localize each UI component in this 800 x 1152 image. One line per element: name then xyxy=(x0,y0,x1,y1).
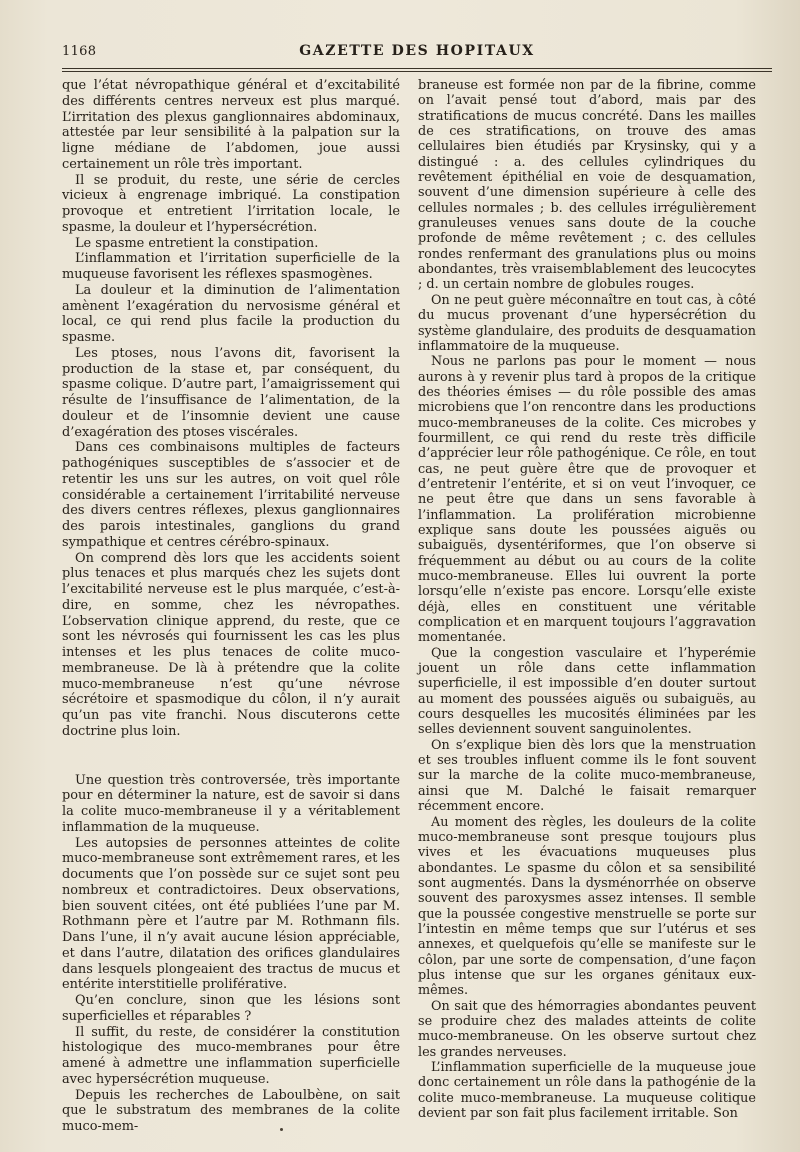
header-rule-thick xyxy=(62,68,772,69)
header-rule-thin xyxy=(62,71,772,72)
paragraph: Que la congestion vasculaire et l’hyperémie jouent un rôle dans cette inflammation superficielle, il est impossible d’en douter surtout au moment des poussées aiguës ou subaiguës, au cours desquelles les mucosités éliminées par les selles deviennent souvent sanguinolentes. xyxy=(418,645,756,738)
left-column xyxy=(62,78,400,1135)
paragraph: Qu’en conclure, sinon que les lésions sont superficielles et réparables ? xyxy=(62,993,400,1024)
paragraph: Dans ces combinaisons multiples de facteurs pathogéniques susceptibles de s’associer et de retentir les uns sur les autres, on voit quel rôle considérable a certainement l’irritabilité nerveuse des divers centres réflexes, plexus ganglionnaires des parois intestinales, ganglions du grand sympathique et centres cérébro-spinaux. xyxy=(62,440,400,550)
paragraph: Au moment des règles, les douleurs de la colite muco-membraneuse sont presque toujours plus vives et les évacuations muqueuses plus abondantes. Le spasme du côlon et sa sensibilité sont augmentés. Dans la dysménorrhée on observe souvent des paroxysmes assez intenses. Il semble que la poussée congestive menstruelle se porte sur l’intestin en même temps que sur l’utérus et ses annexes, et quelquefois qu’elle se manifeste sur le côlon, par une sorte de compensation, d’une façon plus intense que sur les organes génitaux eux-mêmes. xyxy=(418,814,756,999)
print-speck xyxy=(280,1128,283,1131)
paragraph: Les ptoses, nous l’avons dit, favorisent la production de la stase et, par conséquent, du spasme colique. D’autre part, l’amaigrissement qui résulte de l’insuffisance de l’alimentation, de la douleur et de l’insomnie devient une cause d’exagération des ptoses viscérales. xyxy=(62,345,400,440)
paragraph: Une question très controversée, très importante pour en déterminer la nature, est de savoir si dans la colite muco-membraneuse il y a véritablement inflammation de la muqueuse. xyxy=(62,772,400,835)
paragraph: On s’explique bien dès lors que la menstruation et ses troubles influent comme ils le font souvent sur la marche de la colite muco-membraneuse, ainsi que M. Dalché le faisait remarquer récemment encore. xyxy=(418,737,756,815)
paragraph: Depuis les recherches de Laboulbène, on sait que le substratum des membranes de la colite muco-mem- xyxy=(62,1087,400,1134)
journal-title: GAZETTE DES HOPITAUX xyxy=(299,43,535,59)
paragraph: Les autopsies de personnes atteintes de colite muco-membraneuse sont extrêmement rares, et les documents que l’on possède sur ce sujet sont peu nombreux et contradictoires. Deux observations, bien souvent citées, ont été publiées l’une par M. Rothmann père et l’autre par M. Rothmann fils. Dans l’une, il n’y avait aucune lésion appréciable, et dans l’autre, dilatation des orifices glandulaires dans lesquels plongeaient des tractus de mucus et entérite interstitielle proliférative. xyxy=(62,835,400,993)
page-number: 1168 xyxy=(62,44,97,59)
paragraph: On ne peut guère méconnaître en tout cas, à côté du mucus provenant d’une hypersécrétion du système glandulaire, des produits de desquamation inflammatoire de la muqueuse. xyxy=(418,292,756,354)
paragraph: On sait que des hémorragies abondantes peuvent se produire chez des malades atteints de colite muco-membraneuse. On les observe surtout chez les grandes nerveuses. xyxy=(418,998,756,1060)
paragraph: Il suffit, du reste, de considérer la constitution histologique des muco-membranes pour être amené à admettre une inflammation superficielle avec hypersécrétion muqueuse. xyxy=(62,1024,400,1087)
paragraph: Il se produit, du reste, une série de cercles vicieux à engrenage imbriqué. La constipation provoque et entretient l’irritation locale, le spasme, la douleur et l’hypersécrétion. xyxy=(62,172,400,235)
paragraph: Le spasme entretient la constipation. xyxy=(75,235,319,251)
right-column xyxy=(418,78,756,1121)
paragraph: braneuse est formée non par de la fibrine, comme on l’avait pensé tout d’abord, mais par des stratifications de mucus concrété. Dans les mailles de ces stratifications, on trouve des amas cellulaires bien étudiés par Krysinsky, qui y a distingué : a. des cellules cylindriques du revêtement épithélial en voie de desquamation, souvent d’une dimension supérieure à celle des cellules normales ; b. des cellules irrégulièrement granuleuses venues sans doute de la couche profonde de même revêtement ; c. des cellules rondes renfermant des granulations plus ou moins abondantes, très vraisemblablement des leucocytes ; d. un certain nombre de globules rouges. xyxy=(418,78,756,293)
paragraph: L’inflammation superficielle de la muqueuse joue donc certainement un rôle dans la pathogénie de la colite muco-membraneuse. La muqueuse colitique devient par son fait plus facilement irritable. Son xyxy=(418,1060,756,1122)
paragraph: Nous ne parlons pas pour le moment — nous aurons à y revenir plus tard à propos de la critique des théories émises — du rôle possible des amas microbiens que l’on rencontre dans les productions muco-membraneuses de la colite. Ces microbes y fourmillent, ce qui rend du reste très difficile d’apprécier leur rôle pathogénique. Ce rôle, en tout cas, ne peut guère être que de provoquer et d’entretenir l’entérite, et si on veut l’invoquer, ce ne peut être que dans un sens favorable à l’inflammation. La prolifération microbienne explique sans doute les poussées aiguës ou subaiguës, dysentériformes, que l’on observe si fréquemment au début ou au cours de la colite muco-membraneuse. Elles lui ouvrent la porte lorsqu’elle n’existe pas encore. Lorsqu’elle existe déjà, elles en constituent une véritable complication et en marquent toujours l’aggravation momentanée. xyxy=(418,354,756,646)
page-header xyxy=(62,40,772,66)
paragraph: On comprend dès lors que les accidents soient plus tenaces et plus marqués chez les sujets dont l’excitabilité nerveuse est le plus marquée, c’est-à-dire, en somme, chez les névropathes. L’observation clinique apprend, du reste, que ce sont les névrosés qui fournissent les cas les plus intenses et les plus tenaces de colite muco-membraneuse. De là à prétendre que la colite muco-membraneuse n’est qu’une névrose sécrétoire et spasmodique du côlon, il n’y aurait qu’un pas vite franchi. Nous discuterons cette doctrine plus loin. xyxy=(62,550,400,739)
paragraph: que l’état névropathique général et d’excitabilité des différents centres nerveux est plus marqué. L’irritation des plexus ganglionnaires abdominaux, attestée par leur sensibilité à la palpation sur la ligne médiane de l’abdomen, joue aussi certainement un rôle très important. xyxy=(62,78,400,172)
paragraph: L’inflammation et l’irritation superficielle de la muqueuse favorisent les réflexes spasmogènes. xyxy=(62,251,400,282)
paragraph: La douleur et la diminution de l’alimentation amènent l’exagération du nervosisme général et local, ce qui rend plus facile la production du spasme. xyxy=(62,282,400,345)
